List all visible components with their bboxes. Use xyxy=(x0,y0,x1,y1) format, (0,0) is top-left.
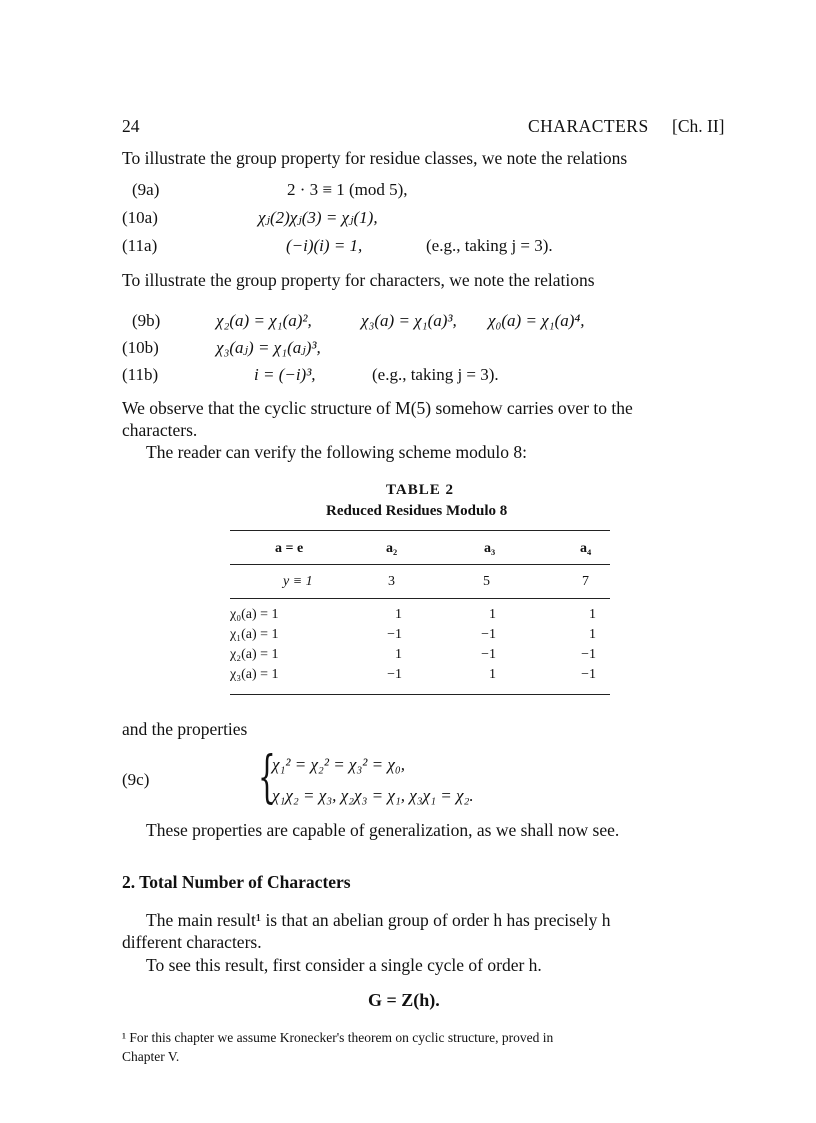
eq-10b: χ₃(aⱼ) = χ₁(aⱼ)³, xyxy=(216,338,321,357)
eq-label-9c: (9c) xyxy=(122,770,150,789)
eq-9c-line1: χ₁² = χ₂² = χ₃² = χ₀, xyxy=(272,755,406,774)
paragraph-2: To illustrate the group property for characters, we note the relations xyxy=(122,270,595,290)
paragraph-7-line1: The main result¹ is that an abelian group of order h has precisely h xyxy=(146,910,611,930)
table-subtitle: Reduced Residues Modulo 8 xyxy=(326,503,508,519)
page-number: 24 xyxy=(122,116,140,136)
table-rule xyxy=(230,598,610,599)
table-cell: −1 xyxy=(387,627,402,642)
table-title: TABLE 2 xyxy=(386,482,454,498)
paragraph-5: and the properties xyxy=(122,719,248,739)
table-y-cell: 5 xyxy=(483,574,490,589)
table-cell: 1 xyxy=(395,647,402,662)
eq-9c-line2: χ₁χ₂ = χ₃, χ₂χ₃ = χ₁, χ₃χ₁ = χ₂. xyxy=(272,786,474,805)
paragraph-3-line2: characters. xyxy=(122,420,198,440)
eq-label-9a: (9a) xyxy=(132,180,160,199)
table-bottom-rule xyxy=(230,694,610,695)
table-cell: −1 xyxy=(387,667,402,682)
table-header-cell: a = e xyxy=(275,541,304,556)
eq-10a: χⱼ(2)χⱼ(3) = χⱼ(1), xyxy=(258,208,378,227)
eq-9a: 2 · 3 ≡ 1 (mod 5), xyxy=(287,180,408,199)
paragraph-1: To illustrate the group property for residue classes, we note the relations xyxy=(122,148,628,168)
eq-11b-note: (e.g., taking j = 3). xyxy=(372,365,499,384)
eq-11a: (−i)(i) = 1, xyxy=(286,236,363,255)
brace-symbol: { xyxy=(258,745,276,810)
eq-label-9b: (9b) xyxy=(132,311,161,330)
paragraph-6: These properties are capable of generalization, as we shall now see. xyxy=(146,820,620,840)
paragraph-7-line2: different characters. xyxy=(122,932,262,952)
table-header-cell: a₃ xyxy=(484,541,496,556)
eq-9b-part1: χ₂(a) = χ₁(a)², xyxy=(216,311,312,330)
table-cell: 1 xyxy=(489,607,496,622)
table-y-cell: y ≡ 1 xyxy=(283,574,313,589)
table-y-cell: 3 xyxy=(388,574,395,589)
eq-label-10a: (10a) xyxy=(122,208,158,227)
chapter-label: [Ch. II] xyxy=(672,116,725,136)
paragraph-4: The reader can verify the following scheme modulo 8: xyxy=(146,442,527,462)
paragraph-3-line1: We observe that the cyclic structure of M(5) somehow carries over to the xyxy=(122,398,633,418)
table-cell: 1 xyxy=(589,607,596,622)
table-top-rule xyxy=(230,530,610,531)
running-head: CHARACTERS xyxy=(528,116,649,136)
table-cell: 1 xyxy=(395,607,402,622)
table-cell: −1 xyxy=(481,627,496,642)
table-cell: 1 xyxy=(489,667,496,682)
table-cell: −1 xyxy=(581,667,596,682)
eq-11a-note: (e.g., taking j = 3). xyxy=(426,236,553,255)
table-cell: χ₃(a) = 1 xyxy=(230,667,279,682)
table-header-cell: a₂ xyxy=(386,541,398,556)
table-cell: χ₁(a) = 1 xyxy=(230,627,279,642)
footnote-line1: ¹ For this chapter we assume Kronecker's theorem on cyclic structure, proved in xyxy=(122,1030,554,1045)
eq-label-11b: (11b) xyxy=(122,365,159,384)
eq-label-11a: (11a) xyxy=(122,236,158,255)
table-cell: χ₂(a) = 1 xyxy=(230,647,279,662)
table-cell: χ₀(a) = 1 xyxy=(230,607,279,622)
table-rule xyxy=(230,564,610,565)
table-cell: 1 xyxy=(589,627,596,642)
section-heading: 2. Total Number of Characters xyxy=(122,872,351,892)
eq-group-cycle: G = Z(h). xyxy=(368,990,440,1010)
table-cell: −1 xyxy=(481,647,496,662)
table-header-cell: a₄ xyxy=(580,541,592,556)
paragraph-8: To see this result, first consider a single cycle of order h. xyxy=(146,955,542,975)
eq-11b: i = (−i)³, xyxy=(254,365,316,384)
table-cell: −1 xyxy=(581,647,596,662)
table-y-cell: 7 xyxy=(582,574,589,589)
eq-9b-part2: χ₃(a) = χ₁(a)³, xyxy=(361,311,457,330)
eq-9b-part3: χ₀(a) = χ₁(a)⁴, xyxy=(488,311,585,330)
footnote-line2: Chapter V. xyxy=(122,1049,180,1064)
eq-label-10b: (10b) xyxy=(122,338,159,357)
